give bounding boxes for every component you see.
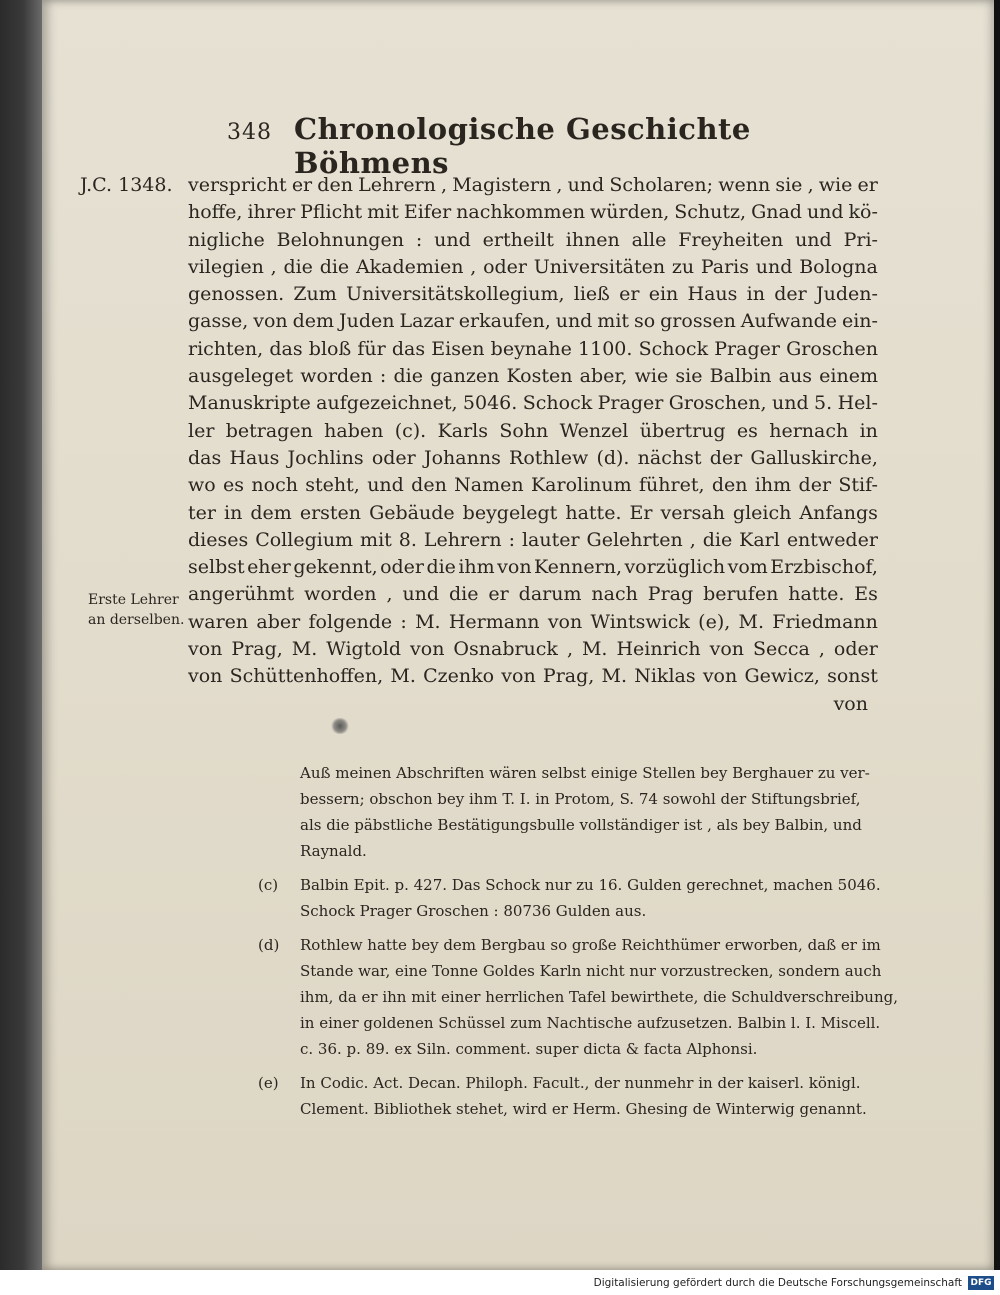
- footnote-line: Auß meinen Abschriften wären selbst einige Stellen bey Berghauer zu ver-: [300, 764, 870, 782]
- body-line: hoffe, ihrer Pflicht mit Eifer nachkommen würden, Schutz, Gnad und kö-: [188, 201, 878, 224]
- body-line: gasse, von dem Juden Lazar erkaufen, und mit so grossen Aufwande ein-: [188, 310, 878, 333]
- footnotes: [258, 760, 918, 1122]
- body-line: genossen. Zum Universitätskollegium, ließ er ein Haus in der Juden-: [188, 283, 878, 306]
- catchword: von: [833, 692, 868, 715]
- book-gutter: [0, 0, 42, 1270]
- footnote-line: als die päbstliche Bestätigungsbulle vollständiger ist , als bey Balbin, und: [300, 816, 862, 834]
- body-line: von Prag, M. Wigtold von Osnabruck , M. Heinrich von Secca , oder: [188, 638, 878, 661]
- body-line: richten, das bloß für das Eisen beynahe 1100. Schock Prager Groschen: [188, 337, 878, 360]
- footnote-body: [300, 932, 898, 1062]
- footnote-c: [258, 872, 918, 924]
- footnote-line: Raynald.: [300, 842, 367, 860]
- footnote-body: [300, 1070, 867, 1122]
- digitization-footer: [0, 1270, 1000, 1295]
- body-line: vilegien , die die Akademien , oder Universitäten zu Paris und Bologna: [188, 255, 878, 278]
- footnote-d: [258, 932, 918, 1062]
- footnote-line: c. 36. p. 89. ex Siln. comment. super dicta & facta Alphonsi.: [300, 1040, 758, 1058]
- body-line: dieses Collegium mit 8. Lehrern : lauter Gelehrten , die Karl entweder: [188, 528, 878, 551]
- body-line: selbst eher gekennt, oder die ihm von Kennern, vorzüglich vom Erzbischof,: [188, 556, 878, 579]
- body-line: von Schüttenhoffen, M. Czenko von Prag, M. Niklas von Gewicz, sonst: [188, 665, 878, 688]
- footnote-label: (d): [258, 936, 280, 954]
- body-line: ler betragen haben (c). Karls Sohn Wenzel übertrug es hernach in: [188, 419, 878, 442]
- body-line: nigliche Belohnungen : und ertheilt ihnen alle Freyheiten und Pri-: [188, 228, 878, 251]
- margin-note-line: an derselben.: [88, 612, 185, 628]
- footnote-body: [300, 872, 881, 924]
- footnote-line: in einer goldenen Schüssel zum Nachtische aufzusetzen. Balbin l. I. Miscell.: [300, 1014, 881, 1032]
- running-title: Chronologische Geschichte Böhmens: [294, 112, 751, 180]
- margin-year: J.C. 1348.: [80, 174, 173, 196]
- page-number: 348: [227, 120, 272, 145]
- book-page: [42, 0, 994, 1270]
- body-line: verspricht er den Lehrern , Magistern , und Scholaren; wenn sie , wie er: [188, 174, 878, 196]
- body-line: ausgeleget worden : die ganzen Kosten aber, wie sie Balbin aus einem: [188, 365, 878, 388]
- body-line: ter in dem ersten Gebäude beygelegt hatte. Er versah gleich Anfangs: [188, 501, 878, 524]
- page-edge: [994, 0, 1000, 1270]
- margin-note-line: Erste Lehrer: [88, 592, 179, 608]
- footnote-label: (c): [258, 876, 279, 894]
- footnote-line: ihm, da er ihn mit einer herrlichen Tafel bewirthete, die Schuldverschreibung,: [300, 988, 898, 1006]
- footnote-line: Balbin Epit. p. 427. Das Schock nur zu 16. Gulden gerechnet, machen 5046.: [300, 876, 881, 894]
- footnote-label: (e): [258, 1074, 279, 1092]
- footnote-line: Clement. Bibliothek stehet, wird er Herm. Ghesing de Winterwig genannt.: [300, 1100, 867, 1118]
- footnote-continuation: [300, 760, 918, 864]
- body-line: angerühmt worden , und die er darum nach Prag berufen hatte. Es: [188, 583, 878, 606]
- dfg-logo: DFG: [968, 1276, 994, 1290]
- body-line: wo es noch steht, und den Namen Karolinum führet, den ihm der Stif-: [188, 474, 878, 497]
- body-line: Manuskripte aufgezeichnet, 5046. Schock Prager Groschen, und 5. Hel-: [188, 392, 878, 415]
- ink-smudge: [330, 718, 350, 734]
- footnote-line: bessern; obschon bey ihm T. I. in Protom, S. 74 sowohl der Stiftungsbrief,: [300, 790, 861, 808]
- footer-credit: Digitalisierung gefördert durch die Deutsche Forschungsgemeinschaft: [593, 1276, 962, 1289]
- footnote-line: Schock Prager Groschen : 80736 Gulden aus.: [300, 902, 647, 920]
- footnote-line: Stande war, eine Tonne Goldes Karln nicht nur vorzustrecken, sondern auch: [300, 962, 882, 980]
- main-text: [188, 172, 878, 718]
- footnote-line: In Codic. Act. Decan. Philoph. Facult., der nunmehr in der kaiserl. königl.: [300, 1074, 861, 1092]
- footnote-line: Rothlew hatte bey dem Bergbau so große Reichthümer erworben, daß er im: [300, 936, 881, 954]
- body-line: das Haus Jochlins oder Johanns Rothlew (d). nächst der Galluskirche,: [188, 446, 878, 469]
- margin-note: [88, 590, 198, 630]
- page-header: [227, 112, 857, 180]
- body-line: waren aber folgende : M. Hermann von Wintswick (e), M. Friedmann: [188, 610, 878, 633]
- footnote-e: [258, 1070, 918, 1122]
